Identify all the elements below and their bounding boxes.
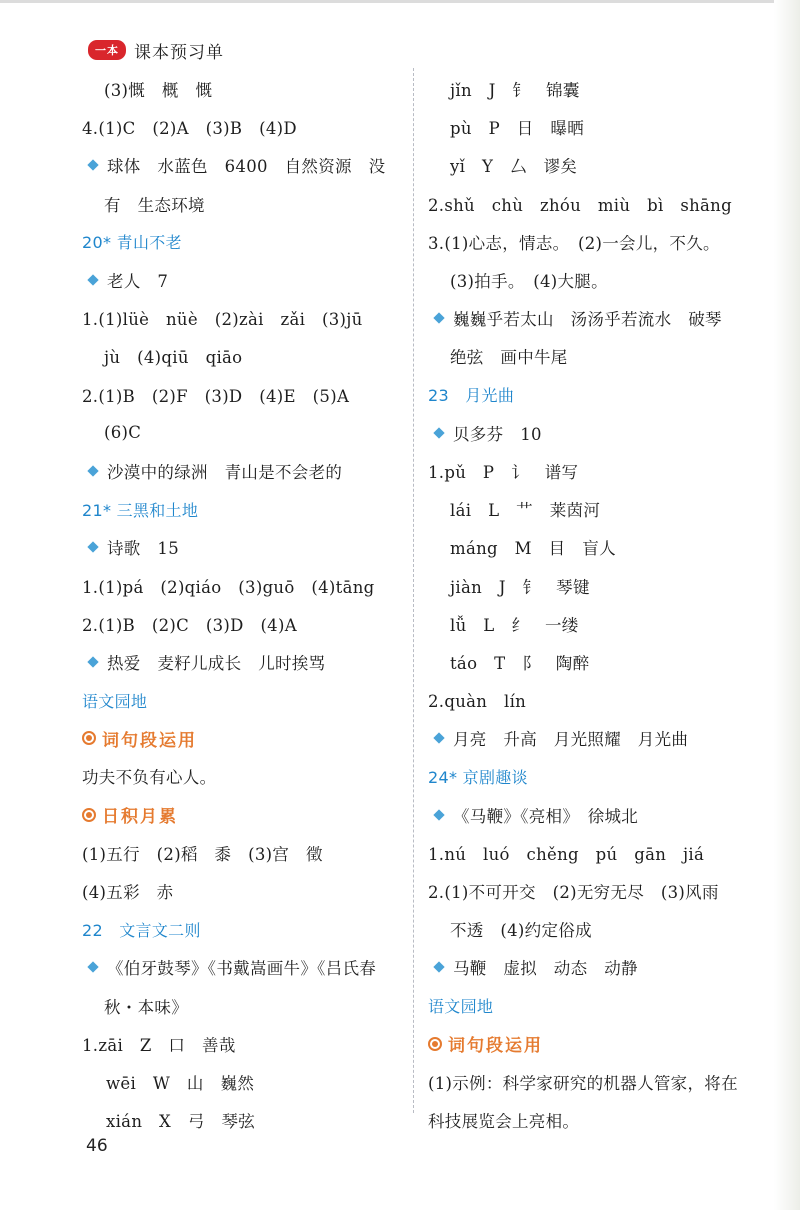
text-line (82, 1101, 412, 1139)
text-line (82, 1025, 412, 1063)
page-header (88, 38, 224, 62)
text-line-text: 2.quàn lín (428, 692, 527, 712)
diamond-bullet-icon (433, 962, 444, 973)
text-line (428, 223, 773, 261)
text-line (428, 261, 773, 299)
text-line-text: 1.(1)pá (2)qiáo (3)guō (4)tāng (82, 577, 375, 597)
bullet-line-text: 巍巍乎若太山 汤汤乎若流水 破琴 (453, 310, 722, 330)
text-line (82, 108, 412, 146)
text-line (428, 566, 773, 604)
bullet-line-text: 老人 7 (107, 272, 169, 292)
section-heading-text: 20* 青山不老 (82, 233, 182, 253)
text-line (82, 834, 412, 872)
text-line-text: 4.(1)C (2)A (3)B (4)D (82, 119, 297, 139)
diamond-bullet-icon (87, 160, 98, 171)
bullet-line-text: 《伯牙鼓琴》《书戴嵩画牛》《吕氏春 (107, 959, 377, 979)
text-line-text: 2.(1)B (2)F (3)D (4)E (5)A (82, 386, 350, 406)
bullet-line-text: 热爱 麦籽儿成长 儿时挨骂 (107, 653, 326, 673)
diamond-bullet-icon (87, 465, 98, 476)
bullet-line (82, 948, 412, 986)
bullet-line (428, 796, 773, 834)
diamond-bullet-icon (87, 962, 98, 973)
text-line-text: (3)慨 概 慨 (104, 81, 213, 101)
text-line-text: máng M 目 盲人 (450, 539, 616, 559)
text-line-text: 1.pǔ P 讠 谱写 (428, 462, 579, 482)
diamond-bullet-icon (433, 733, 444, 744)
section-heading-text: 23 月光曲 (428, 386, 515, 406)
text-line-text: jù (4)qiū qiāo (104, 348, 243, 368)
subsection-heading-text: 词句段运用 (102, 730, 197, 751)
bullet-line-text: 沙漠中的绿洲 青山是不会老的 (107, 462, 343, 482)
circle-bullet-icon (82, 731, 96, 745)
text-line-text: 不透 (4)约定俗成 (450, 921, 592, 941)
bullet-line (428, 414, 773, 452)
text-line (82, 872, 412, 910)
section-heading-text: 语文园地 (82, 691, 148, 711)
top-border (0, 0, 800, 3)
text-line (82, 185, 412, 223)
text-line (428, 490, 773, 528)
diamond-bullet-icon (87, 274, 98, 285)
page-number: 46 (86, 1136, 108, 1156)
bullet-line (82, 146, 412, 184)
page-edge-shadow (774, 0, 800, 1210)
text-line (428, 185, 773, 223)
text-line-text: yǐ Y 厶 谬矣 (450, 157, 578, 177)
text-line (428, 605, 773, 643)
text-line-text: 2.(1)不可开交 (2)无穷无尽 (3)风雨 (428, 883, 719, 903)
right-column (428, 70, 773, 1139)
section-heading (428, 376, 773, 414)
section-heading-text: 语文园地 (428, 997, 494, 1017)
text-line (82, 70, 412, 108)
text-line-text: 有 生态环境 (104, 195, 205, 215)
section-heading-text: 22 文言文二则 (82, 920, 201, 940)
text-line (82, 337, 412, 375)
text-line (82, 566, 412, 604)
text-line-text: 2.shǔ chù zhóu miù bì shāng (428, 195, 732, 215)
text-line-text: jiàn J 钅 琴键 (450, 577, 590, 597)
text-line-text: lái L 艹 莱茵河 (450, 501, 601, 521)
text-line-text: 1.nú luó chěng pú gān jiá (428, 844, 705, 864)
text-line-text: 绝弦 画中牛尾 (450, 348, 568, 368)
section-heading-text: 21* 三黑和土地 (82, 500, 199, 520)
text-line-text: xián X 弓 琴弦 (106, 1112, 256, 1132)
bullet-line (82, 528, 412, 566)
text-line (82, 1063, 412, 1101)
diamond-bullet-icon (87, 542, 98, 553)
text-line-text: (6)C (104, 423, 142, 443)
subsection-heading (428, 1025, 773, 1063)
text-line (428, 146, 773, 184)
text-line (428, 70, 773, 108)
bullet-line (82, 452, 412, 490)
bullet-line-text: 球体 水蓝色 6400 自然资源 没 (107, 157, 386, 177)
text-line-text: 功夫不负有心人。 (82, 768, 217, 788)
section-heading-text: 24* 京剧趣谈 (428, 767, 528, 787)
text-line (82, 414, 412, 452)
bullet-line-text: 贝多芬 10 (453, 424, 542, 444)
bullet-line-text: 诗歌 15 (107, 539, 179, 559)
circle-bullet-icon (82, 808, 96, 822)
text-line (428, 681, 773, 719)
text-line (428, 108, 773, 146)
text-line-text: 1.(1)lüè nüè (2)zài zǎi (3)jū (82, 310, 363, 330)
text-line-text: jǐn J 钅 锦囊 (450, 81, 580, 101)
header-title: 课本预习单 (134, 42, 224, 63)
bullet-line (428, 948, 773, 986)
text-line (428, 872, 773, 910)
section-heading (82, 910, 412, 948)
text-line (428, 643, 773, 681)
diamond-bullet-icon (433, 313, 444, 324)
text-line (82, 987, 412, 1025)
subsection-heading (82, 796, 412, 834)
bullet-line-text: 月亮 升高 月光照耀 月光曲 (453, 730, 689, 750)
text-line (428, 452, 773, 490)
text-line (428, 834, 773, 872)
text-line-text: 科技展览会上亮相。 (428, 1112, 580, 1132)
text-line-text: (1)示例：科学家研究的机器人管家，将在 (428, 1073, 738, 1093)
text-line (82, 605, 412, 643)
text-line-text: pù P 日 曝晒 (450, 119, 584, 139)
text-line (428, 528, 773, 566)
text-line-text: lǚ L 纟 一缕 (450, 615, 579, 635)
bullet-line (82, 261, 412, 299)
text-line (428, 1063, 773, 1101)
section-heading (82, 223, 412, 261)
diamond-bullet-icon (87, 656, 98, 667)
subsection-heading-text: 词句段运用 (448, 1036, 543, 1057)
circle-bullet-icon (428, 1037, 442, 1051)
text-line-text: (3)拍手。 (4)大腿。 (450, 272, 608, 292)
section-heading (82, 490, 412, 528)
text-line-text: 2.(1)B (2)C (3)D (4)A (82, 615, 297, 635)
bullet-line-text: 《马鞭》《亮相》 徐城北 (453, 806, 639, 826)
left-column (82, 70, 412, 1139)
text-line-text: (4)五彩 赤 (82, 883, 174, 903)
section-heading (82, 681, 412, 719)
section-heading (428, 987, 773, 1025)
bullet-line (428, 719, 773, 757)
text-line (82, 757, 412, 795)
subsection-heading (82, 719, 412, 757)
subsection-heading-text: 日积月累 (102, 807, 178, 828)
diamond-bullet-icon (433, 427, 444, 438)
diamond-bullet-icon (433, 809, 444, 820)
brand-logo: 一本 (88, 40, 126, 60)
text-line (82, 299, 412, 337)
text-line (82, 376, 412, 414)
text-line (428, 910, 773, 948)
text-line (428, 337, 773, 375)
text-line-text: wēi W 山 巍然 (106, 1073, 255, 1093)
bullet-line (428, 299, 773, 337)
text-line-text: táo T 阝 陶醉 (450, 653, 590, 673)
column-divider (413, 68, 414, 1113)
bullet-line (82, 643, 412, 681)
text-line-text: 1.zāi Z 口 善哉 (82, 1035, 236, 1055)
text-line-text: 3.(1)心志，情志。 (2)一会儿，不久。 (428, 233, 720, 253)
text-line (428, 1101, 773, 1139)
text-line-text: 秋・本味》 (104, 997, 188, 1017)
text-line-text: (1)五行 (2)稻 黍 (3)宫 徵 (82, 844, 323, 864)
bullet-line-text: 马鞭 虚拟 动态 动静 (453, 959, 638, 979)
section-heading (428, 757, 773, 795)
